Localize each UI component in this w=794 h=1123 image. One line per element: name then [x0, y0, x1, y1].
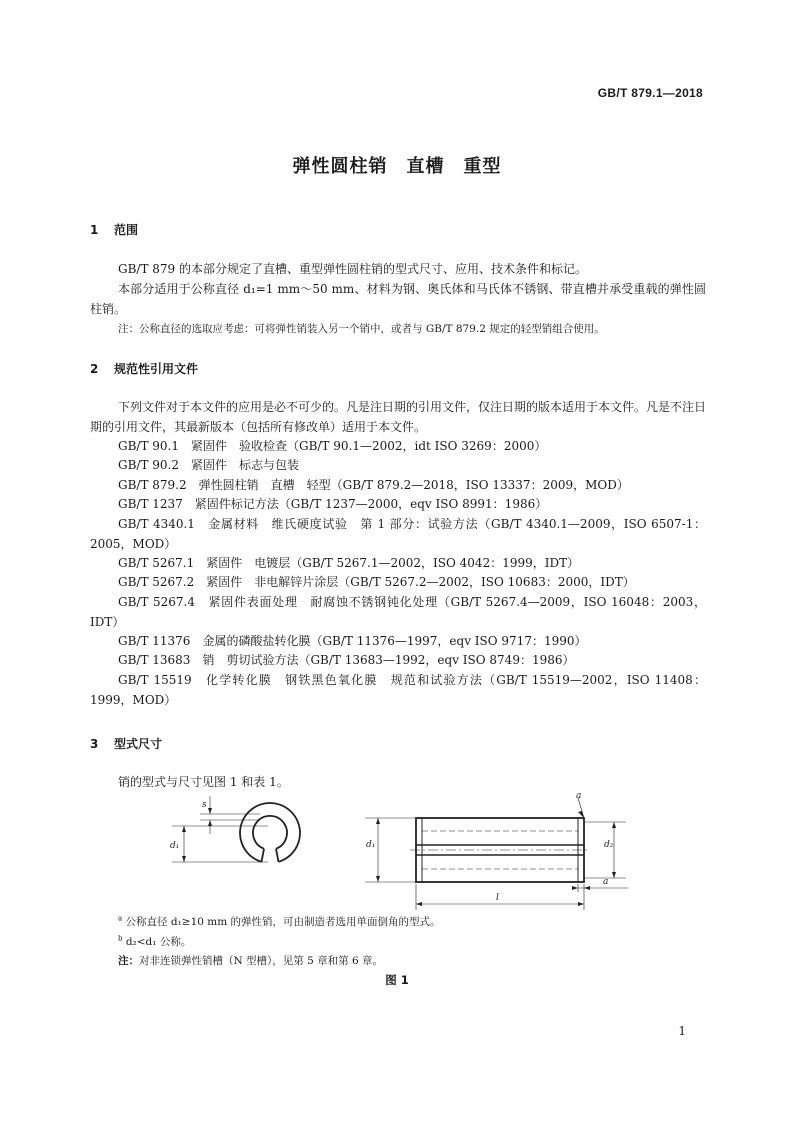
- label-s: s: [202, 800, 207, 810]
- label-d1-end: d₁: [170, 841, 180, 851]
- figure-note: [118, 953, 383, 968]
- section-title: 规范性引用文件: [114, 362, 199, 376]
- reference-item: GB/T 5267.4 紧固件表面处理 耐腐蚀不锈钢钝化处理（GB/T 5267.4—2009，ISO 16048：2003，IDT）: [90, 595, 706, 629]
- label-a: a: [603, 877, 609, 887]
- label-footnote-a: a: [576, 791, 582, 801]
- standard-code: GB/T 879.1—2018: [597, 86, 703, 100]
- reference-item: GB/T 13683 销 剪切试验方法（GB/T 13683—1992，eqv ISO 8749：1986）: [118, 653, 575, 667]
- reference-item: GB/T 1237 紧固件标记方法（GB/T 1237—2000，eqv ISO 8991：1986）: [118, 497, 548, 511]
- section-number: 2: [90, 362, 99, 376]
- reference-item: GB/T 5267.2 紧固件 非电解锌片涂层（GB/T 5267.2—2002，ISO 10683：2000，IDT）: [118, 575, 635, 589]
- figure-1-drawing: [160, 790, 640, 915]
- label-d2: d₂: [604, 840, 614, 850]
- pin-side-view: [410, 818, 590, 882]
- footnote-mark-b: b: [118, 934, 123, 943]
- reference-item: GB/T 5267.1 紧固件 电镀层（GB/T 5267.1—2002，ISO 4042：1999，IDT）: [118, 556, 580, 570]
- reference-item: GB/T 15519 化学转化膜 钢铁黑色氧化膜 规范和试验方法（GB/T 15519—2002，ISO 11408：1999，MOD）: [90, 673, 706, 707]
- label-d1-side: d₁: [366, 840, 376, 850]
- section-number: 3: [90, 737, 99, 751]
- reference-item: GB/T 11376 金属的磷酸盐转化膜（GB/T 11376—1997，eqv ISO 9717：1990）: [118, 634, 587, 648]
- figure-caption: 图 1: [385, 973, 409, 987]
- figure-note-label: 注：: [118, 955, 139, 967]
- page-title: 弹性圆柱销 直槽 重型: [292, 156, 502, 177]
- figure-footnote-a: [118, 914, 441, 929]
- scope-paragraph-2: 本部分适用于公称直径 d₁=1 mm～50 mm、材料为钢、奥氏体和马氏体不锈钢、带直槽并承受重载的弹性圆柱销。: [90, 282, 706, 316]
- label-l: l: [496, 893, 499, 903]
- page-number: 1: [678, 1024, 686, 1038]
- pin-end-view: [240, 803, 300, 862]
- reference-item: GB/T 90.1 紧固件 验收检查（GB/T 90.1—2002，idt ISO 3269：2000）: [118, 439, 547, 453]
- figure-note-text: 对非连锁弹性销槽（N 型槽），见第 5 章和第 6 章。: [139, 955, 383, 967]
- scope-note: 注：公称直径的选取应考虑：可将弹性销装入另一个销中，或者与 GB/T 879.2 规定的轻型销组合使用。: [118, 323, 605, 335]
- reference-item: GB/T 4340.1 金属材料 维氏硬度试验 第 1 部分：试验方法（GB/T 4340.1—2009，ISO 6507-1：2005，MOD）: [90, 517, 706, 551]
- section-title: 范围: [114, 223, 139, 237]
- footnote-a-text: 公称直径 d₁≥10 mm 的弹性销，可由制造者选用单面倒角的型式。: [125, 916, 441, 928]
- section-1-heading: [90, 221, 138, 238]
- reference-item: GB/T 879.2 弹性圆柱销 直槽 轻型（GB/T 879.2—2018，ISO 13337：2009，MOD）: [118, 478, 629, 492]
- reference-item: GB/T 90.2 紧固件 标志与包装: [118, 458, 299, 472]
- references-intro: 下列文件对于本文件的应用是必不可少的。凡是注日期的引用文件，仅注日期的版本适用于本文件。凡是不注日期的引用文件，其最新版本（包括所有修改单）适用于本文件。: [90, 400, 707, 434]
- side-view-arrowheads: [376, 811, 616, 906]
- section-2-heading: [90, 360, 198, 377]
- footnote-mark-a: a: [118, 914, 123, 923]
- footnote-b-text: d₂<d₁ 公称。: [125, 936, 192, 948]
- end-view-arrowheads: [182, 808, 212, 862]
- section-title: 型式尺寸: [114, 737, 163, 751]
- scope-paragraph-1: GB/T 879 的本部分规定了直槽、重型弹性圆柱销的型式尺寸、应用、技术条件和标记。: [118, 262, 587, 276]
- dimensions-intro: 销的型式与尺寸见图 1 和表 1。: [118, 775, 289, 789]
- section-3-heading: [90, 735, 162, 752]
- figure-footnote-b: [118, 934, 191, 949]
- section-number: 1: [90, 223, 99, 237]
